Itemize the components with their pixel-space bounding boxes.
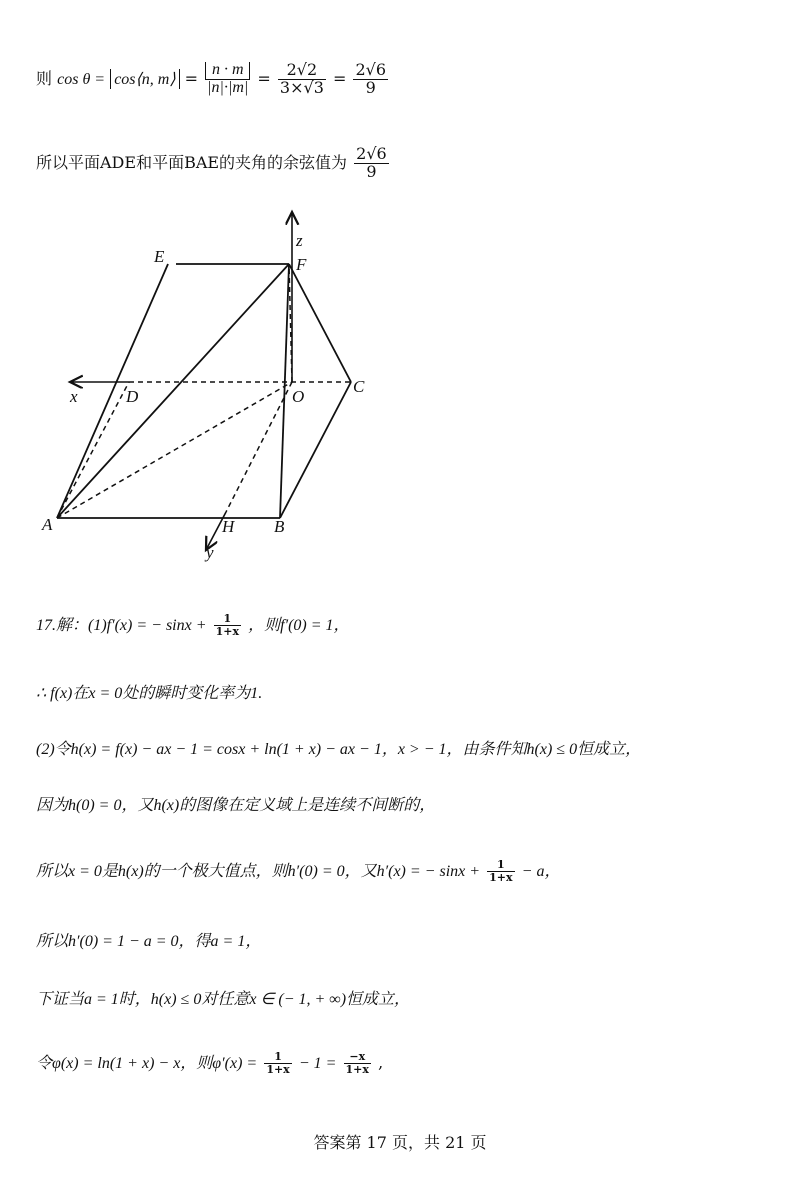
cos-prefix: 则 bbox=[36, 68, 53, 88]
label-C: C bbox=[353, 377, 365, 396]
frac-result bbox=[353, 62, 388, 97]
conclusion-fraction bbox=[354, 146, 389, 181]
conclusion-text: 所以平面ADE和平面BAE的夹角的余弦值为 bbox=[36, 152, 348, 172]
minus-one: − 1 = bbox=[298, 1055, 337, 1072]
label-F: F bbox=[296, 255, 307, 274]
frac-den: 9 bbox=[365, 77, 376, 97]
label-H: H bbox=[222, 517, 235, 536]
frac-den: 3×√3 bbox=[279, 77, 324, 97]
frac-num: 2√6 bbox=[355, 60, 387, 79]
equals-sign: = bbox=[257, 68, 271, 88]
phi-definition: 令φ(x) = ln(1 + x) − x，则φ′(x) = bbox=[36, 1055, 258, 1072]
solution-line-3: (2)令h(x) = f(x) − ax − 1 = cosx + ln(1 + x) − ax − 1，x > − 1，由条件知h(x) ≤ 0恒成立， bbox=[36, 741, 642, 758]
solution-line-7: 下证当a = 1时，h(x) ≤ 0对任意x ∈ (− 1, + ∞)恒成立， bbox=[36, 991, 411, 1008]
frac-num: −x bbox=[344, 1051, 371, 1064]
label-A: A bbox=[42, 515, 53, 534]
equals-sign: = bbox=[332, 68, 347, 88]
frac-num: 1 bbox=[487, 859, 514, 872]
frac-num: 2√6 bbox=[356, 144, 387, 163]
frac-one-over-1px bbox=[214, 613, 241, 637]
frac-den: 1+x bbox=[266, 1063, 290, 1076]
frac-one-over-1px bbox=[264, 1051, 291, 1075]
edge-FC bbox=[289, 264, 351, 382]
derivative-expr: 17.解：(1)f′(x) = − sinx + bbox=[36, 617, 207, 634]
edge-FA bbox=[57, 264, 289, 518]
solid-geometry-figure bbox=[30, 200, 390, 570]
frac-num: 2√2 bbox=[278, 62, 326, 80]
abs-cos-nm: cos⟨n, m⟩ bbox=[110, 69, 179, 89]
trailing-comma: , bbox=[378, 1053, 384, 1072]
frac-one-over-1px bbox=[487, 859, 514, 883]
frac-num: 1 bbox=[264, 1051, 291, 1064]
page-footer: 答案第 17 页，共 21 页 bbox=[313, 1133, 487, 1152]
plane-angle-conclusion bbox=[36, 146, 391, 181]
cos-theta-formula bbox=[36, 62, 390, 97]
label-z: z bbox=[296, 231, 303, 250]
solution-line-8 bbox=[36, 1050, 383, 1076]
label-E: E bbox=[154, 247, 165, 266]
solution-line-6: 所以h′(0) = 1 − a = 0，得a = 1， bbox=[36, 933, 262, 950]
solution-line-1 bbox=[36, 612, 350, 638]
max-point-text: 所以x = 0是h(x)的一个极大值点，则h′(0) = 0，又h′(x) = − sinx + bbox=[36, 863, 481, 880]
minus-a: − a， bbox=[521, 863, 561, 880]
label-y: y bbox=[206, 543, 214, 562]
label-O: O bbox=[292, 387, 305, 406]
frac-dot-over-norms bbox=[205, 62, 250, 97]
frac-den: 9 bbox=[366, 161, 377, 181]
solution-line-4: 因为h(0) = 0，又h(x)的图像在定义域上是连续不间断的， bbox=[36, 797, 436, 814]
equals-sign: = bbox=[184, 68, 199, 88]
frac-root-values bbox=[278, 62, 326, 97]
label-B: B bbox=[274, 517, 285, 536]
edge-BC bbox=[280, 382, 351, 518]
solution-line-2: ∴ f(x)在x = 0处的瞬时变化率为1. bbox=[36, 685, 263, 702]
cos-theta: cos θ = bbox=[57, 70, 106, 88]
frac-den: 1+x bbox=[489, 871, 513, 884]
derivative-at-zero: ，则f′(0) = 1， bbox=[248, 617, 350, 634]
solution-line-5 bbox=[36, 858, 560, 884]
frac-num: 1 bbox=[214, 613, 241, 626]
frac-den: |n|·|m| bbox=[207, 78, 249, 96]
frac-den: 1+x bbox=[215, 625, 240, 638]
frac-den: 1+x bbox=[345, 1063, 369, 1076]
label-D: D bbox=[126, 387, 139, 406]
frac-num: n · m bbox=[205, 62, 250, 80]
frac-negx-over-1px bbox=[344, 1051, 371, 1075]
label-x: x bbox=[70, 387, 78, 406]
